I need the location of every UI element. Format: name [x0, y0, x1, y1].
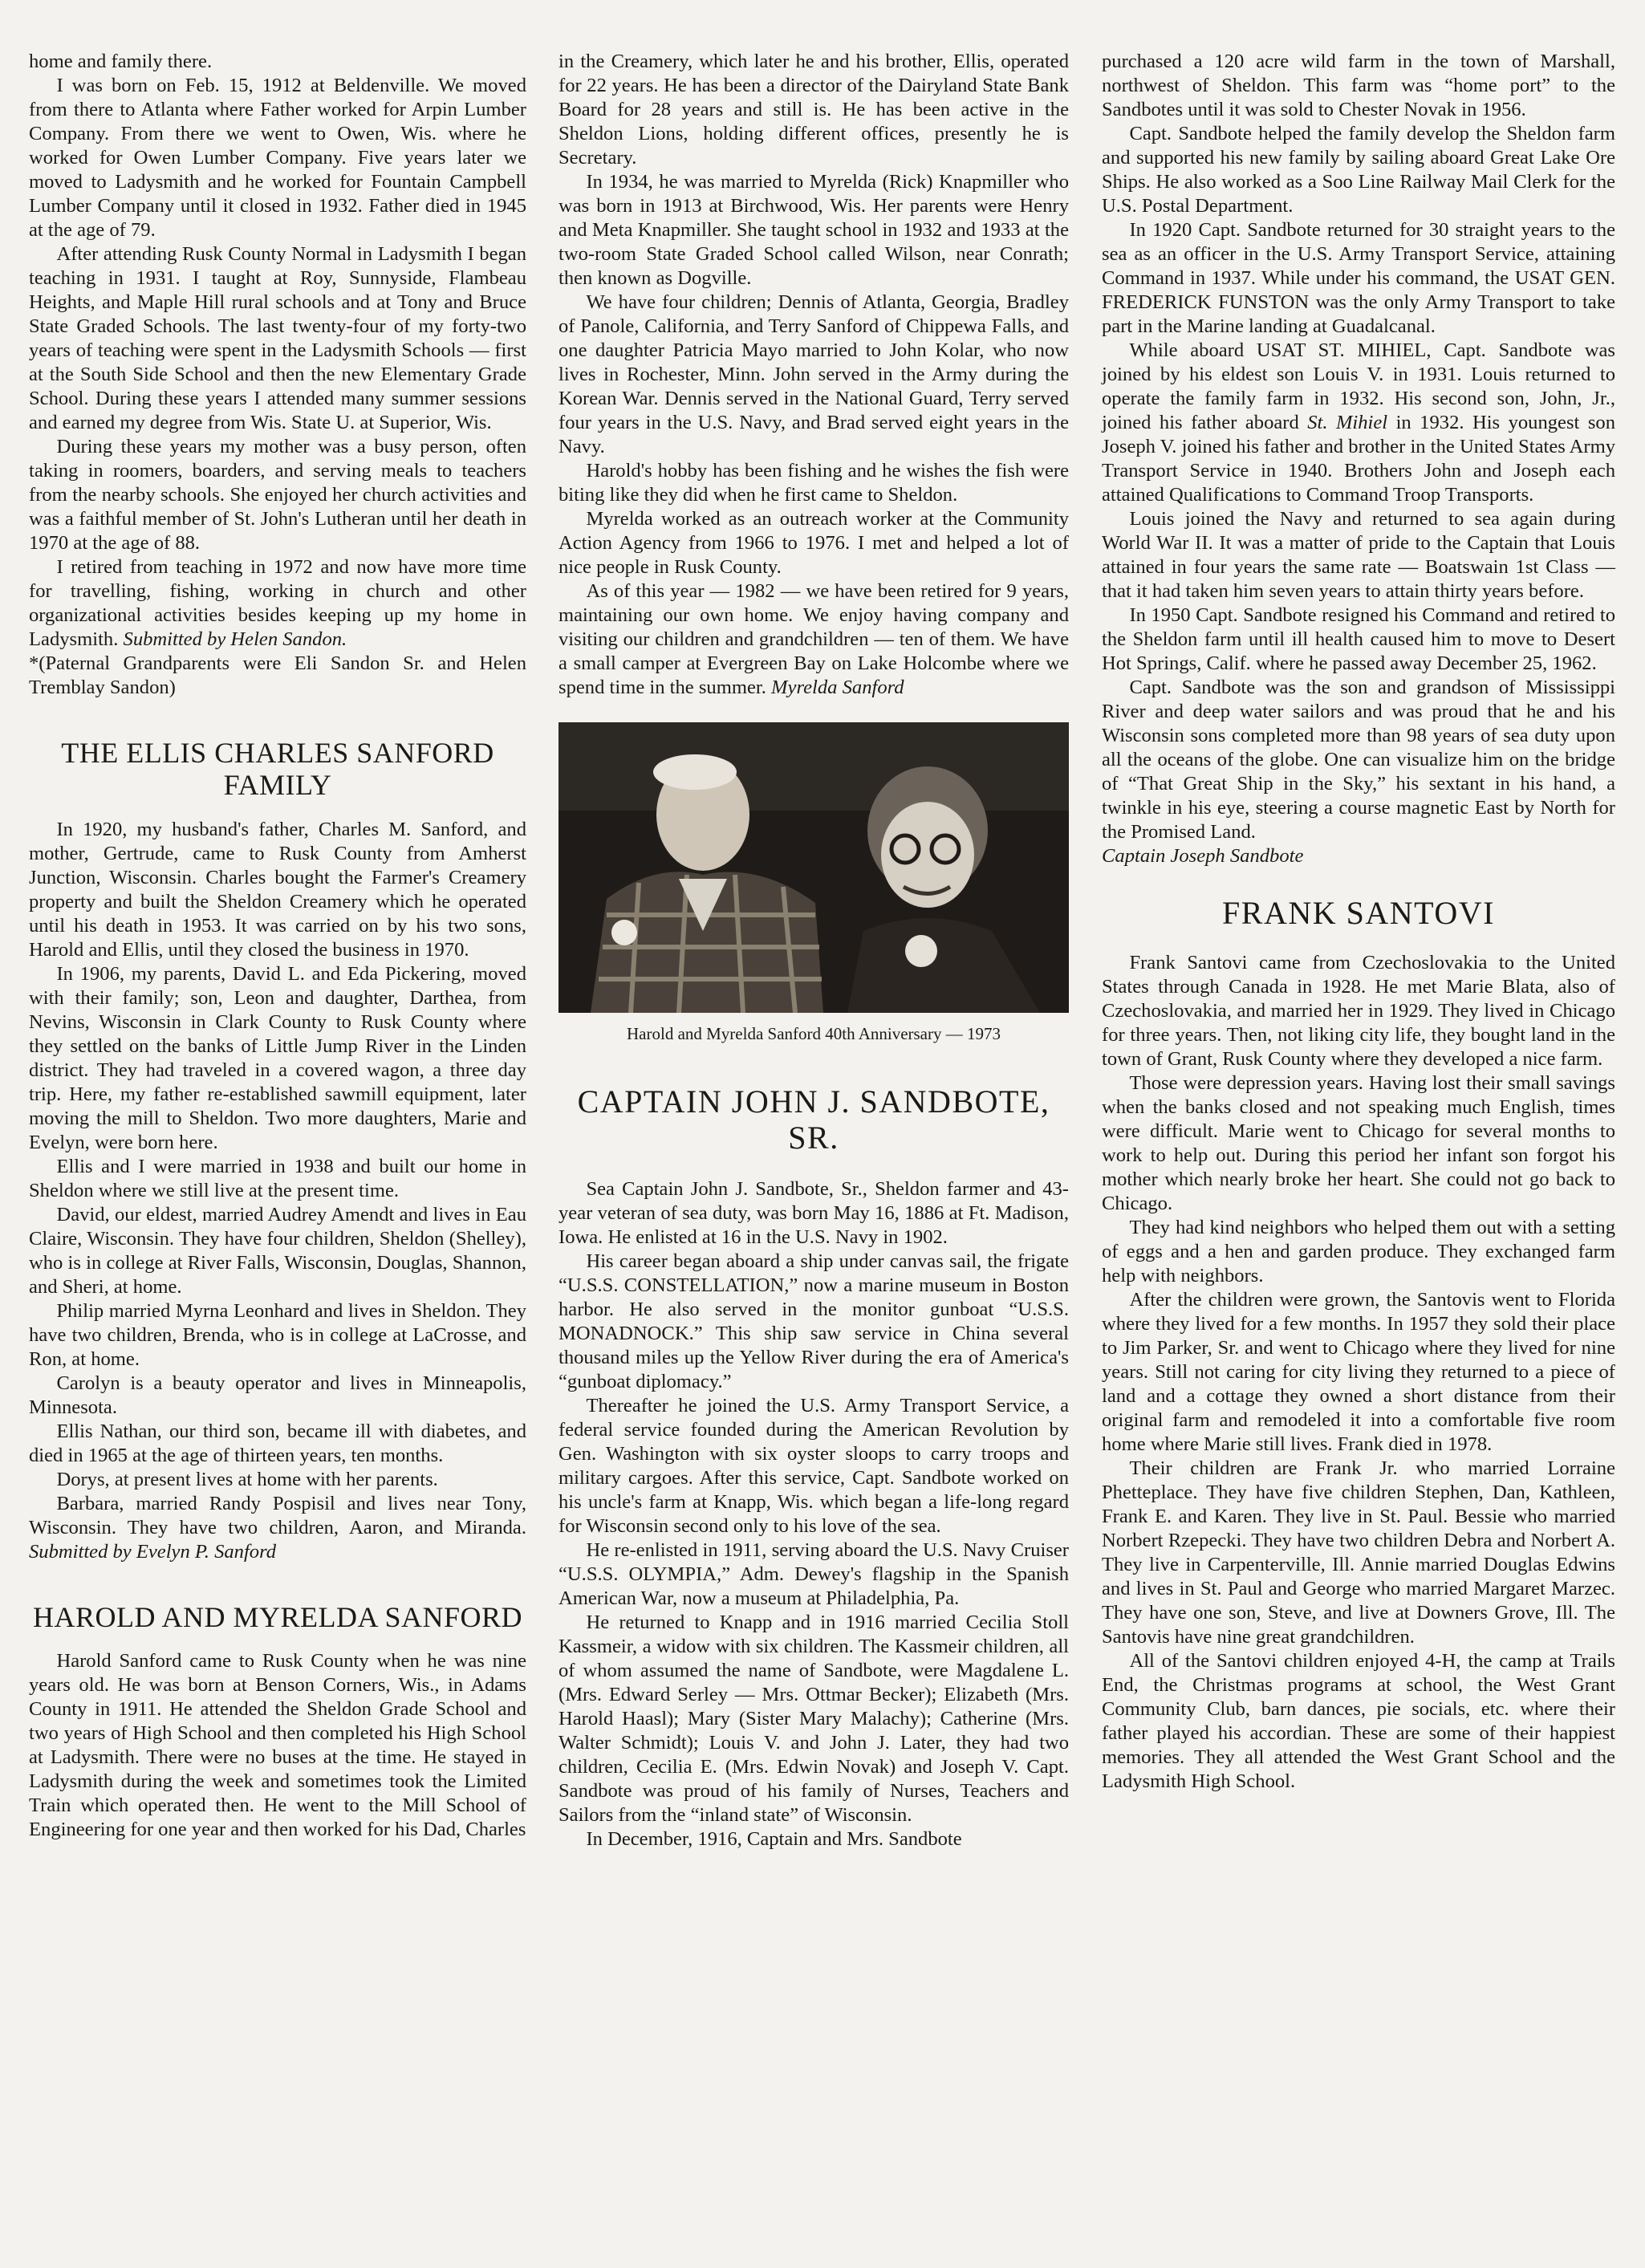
paragraph: During these years my mother was a busy person, often taking in roomers, boarders, and serving meals to teachers from the nearby schools. She enjoyed her church activities and was a faithful member of St. John's Lutheran until her death in 1970 at the age of 88. — [29, 436, 526, 554]
paragraph: Philip married Myrna Leonhard and lives in Sheldon. They have two children, Brenda, who is in college at LaCrosse, and Ron, at home. — [29, 1299, 526, 1370]
paragraph: in the Creamery, which later he and his brother, Ellis, operated for 22 years. He has been a director of the Dairyland State Bank Board for 28 years and still is. He has been active in the Sheldon Lions, holding different offices, presently he is Secretary. — [558, 51, 1069, 169]
paragraph: Dorys, at present lives at home with her parents. — [56, 1468, 438, 1490]
footnote: *(Paternal Grandparents were Eli Sandon Sr. and Helen Tremblay Sandon) — [29, 652, 526, 698]
paragraph: In December, 1916, Captain and Mrs. Sandbote — [586, 1827, 962, 1850]
signature: Captain Joseph Sandbote — [1102, 845, 1304, 867]
paragraph: He re-enlisted in 1911, serving aboard the U.S. Navy Cruiser “U.S.S. OLYMPIA,” Adm. Dewey's flagship in the Spanish American War, now a museum at Philadelphia, Pa. — [558, 1538, 1069, 1609]
paragraph-text: in 1932. His youngest son Joseph V. joined his father and brother in the United States Army Transport Service in 1940. Brothers John and Joseph each attained Qualifications to Command Troop Transports. — [1102, 412, 1615, 506]
paragraph — [558, 579, 1069, 700]
paragraph: We have four children; Dennis of Atlanta, Georgia, Bradley of Panole, California, and Terry Sanford of Chippewa Falls, and one daughter Patricia Mayo married to John Kolar, who now lives in Rochester, Minn. John served in the Army during the Korean War. Dennis served in the National Guard, Terry served four years in the U.S. Navy, and Brad served eight years in the Navy. — [558, 291, 1069, 457]
column-2 — [558, 50, 1069, 1851]
ship-name: St. Mihiel — [1307, 412, 1388, 433]
paragraph: In 1906, my parents, David L. and Eda Pickering, moved with their family; son, Leon and daughter, Darthea, from Nevins, Wisconsin in Clark County to Rusk County where they settled on the banks of Little Jump River in the Linden district. They had traveled in a covered wagon, a three day trip. Here, my father re-established sawmill equipment, later moving the mill to Sheldon. Two more daughters, Marie and Evelyn, were born here. — [29, 962, 526, 1153]
paragraph — [29, 1492, 526, 1564]
paragraph: They had kind neighbors who helped them out with a setting of eggs and a hen and garden produce. They exchanged farm help with neighbors. — [1102, 1216, 1615, 1286]
signature: Submitted by Helen Sandon. — [123, 628, 347, 650]
section-heading-ellis-sanford: THE ELLIS CHARLES SANFORD FAMILY — [61, 737, 494, 802]
section-heading-captain-sandbote: CAPTAIN JOHN J. SANDBOTE, SR. — [577, 1083, 1050, 1156]
paragraph: Thereafter he joined the U.S. Army Transport Service, a federal service founded during the American Revolution by Gen. Washington with six oyster sloops to carry troops and military cargoes. After this service, Capt. Sandbote worked on his uncle's farm at Knapp, Wis. which began a life-long regard for Wisconsin second only to his love of the sea. — [558, 1394, 1069, 1537]
paragraph — [29, 555, 526, 652]
paragraph: Harold's hobby has been fishing and he wishes the fish were biting like they did when he first came to Sheldon. — [558, 460, 1069, 506]
signature: Myrelda Sanford — [771, 677, 904, 698]
paragraph: home and family there. — [29, 51, 213, 72]
photo-caption: Harold and Myrelda Sanford 40th Anniversary — 1973 — [627, 1024, 1001, 1043]
paragraph: I was born on Feb. 15, 1912 at Beldenville. We moved from there to Atlanta where Father worked for Arpin Lumber Company. From there we went to Owen, Wis. where he worked for Owen Lumber Company. Five years later we moved to Ladysmith and he worked for Fountain Campbell Lumber Company until it closed in 1932. Father died in 1945 at the age of 79. — [29, 75, 526, 241]
paragraph: In 1950 Capt. Sandbote resigned his Command and retired to the Sheldon farm until ill health caused him to move to Desert Hot Springs, Calif. where he passed away December 25, 1962. — [1102, 604, 1615, 674]
paragraph: Capt. Sandbote was the son and grandson of Mississippi River and deep water sailors and was proud that he and his Wisconsin sons completed more than 98 years of sea duty upon all the oceans of the globe. One can visualize him on the bridge of “That Great Ship in the Sky,” his sextant in his hand, a twinkle in his eye, steering a course magnetic East by North for the Promised Land. — [1102, 677, 1615, 843]
paragraph: Ellis Nathan, our third son, became ill with diabetes, and died in 1965 at the age of thirteen years, ten months. — [29, 1420, 526, 1466]
paragraph — [1102, 339, 1615, 507]
paragraph: Carolyn is a beauty operator and lives in Minneapolis, Minnesota. — [29, 1372, 526, 1418]
paragraph: In 1934, he was married to Myrelda (Rick) Knapmiller who was born in 1913 at Birchwood, Wis. Her parents were Henry and Meta Knapmiller. She taught school in 1932 and 1933 at the two-room State Graded School called Wilson, near Conrath; then known as Dogville. — [558, 171, 1069, 289]
paragraph: Those were depression years. Having lost their small savings when the banks closed and not speaking much English, times were difficult. Marie went to Chicago for several months to work to help out. During this period her infant son forgot his mother which nearly broke her heart. She could not go back to Chicago. — [1102, 1071, 1615, 1214]
paragraph: After the children were grown, the Santovis went to Florida where they lived for a few months. In 1957 they sold their place to Jim Parker, Sr. and went to Chicago where they lived for nine years. Still not caring for city living they returned to a piece of land and a cottage they owned a short distance from their original farm and remodeled it into a comfortable five room home where Marie still lives. Frank died in 1978. — [1102, 1288, 1615, 1455]
paragraph: Louis joined the Navy and returned to sea again during World War II. It was a matter of pride to the Captain that Louis attained in four years the same rate — Boatswain 1st Class — that it had taken him seven years to attain thirty years before. — [1102, 508, 1615, 602]
signature-line — [1102, 844, 1615, 868]
paragraph: After attending Rusk County Normal in Ladysmith I began teaching in 1931. I taught at Roy, Sunnyside, Flambeau Heights, and Maple Hill rural schools and at Tony and Bruce State Graded Schools. The last twenty-four of my forty-two years of teaching were spent in the Ladysmith Schools — first at the South Side School and then the new Elementary Grade School. During these years I attended many summer sessions and earned my degree from Wis. State U. at Superior, Wis. — [29, 243, 526, 433]
paragraph: Ellis and I were married in 1938 and built our home in Sheldon where we still live at the present time. — [29, 1155, 526, 1201]
signature: Submitted by Evelyn P. Sanford — [29, 1540, 277, 1563]
paragraph: Frank Santovi came from Czechoslovakia to the United States through Canada in 1928. He met Marie Blata, also of Czechoslovakia, and married her in 1929. They lived in Chicago for three years. Then, not liking city life, they bought land in the town of Grant, Rusk County where they developed a nice farm. — [1102, 951, 1615, 1070]
paragraph-text: While aboard USAT ST. MIHIEL, Capt. Sandbote was joined by his eldest son Louis V. in 1931. Louis returned to operate the family farm in 1932. His second son, John, Jr., joined his father aboard — [1102, 339, 1615, 433]
paragraph: In 1920 Capt. Sandbote returned for 30 straight years to the sea as an officer in the U.S. Army Transport Service, attaining Command in 1937. While under his command, the USAT GEN. FREDERICK FUNSTON was the only Army Transport to take part in the Marine landing at Guadalcanal. — [1102, 219, 1615, 337]
paragraph: Their children are Frank Jr. who married Lorraine Phetteplace. They have five children Stephen, Dan, Kathleen, Frank E. and Karen. They live in St. Paul. Bessie who married Norbert Rzepecki. They have two children Debra and Norbert A. They live in Carpenterville, Ill. Annie married Douglas Edwins and lives in St. Paul and George who married Margaret Marzec. They have one son, Steve, and live at Downers Grove, Ill. The Santovis have nine great grandchildren. — [1102, 1457, 1615, 1648]
paragraph-text: Barbara, married Randy Pospisil and lives near Tony, Wisconsin. They have two children, Aaron, and Miranda. — [29, 1492, 526, 1538]
paragraph: Harold Sanford came to Rusk County when he was nine years old. He was born at Benson Corners, Wis., in Adams County in 1911. He attended the Sheldon Grade School and two years of High School and then completed his High School at Ladysmith. There were no buses at the time. He stayed in Ladysmith during the week and sometimes took the Limited Train which operated then. He went to the Mill School of Engineering for one year and then worked for his Dad, Charles — [29, 1649, 526, 1840]
paragraph: All of the Santovi children enjoyed 4-H, the camp at Trails End, the Christmas programs at school, the West Grant Community Club, barn dances, pie socials, etc. where their father played his accordian. These are some of their happiest memories. They all attended the West Grant School and the Ladysmith High School. — [1102, 1649, 1615, 1792]
section-heading-frank-santovi: FRANK SANTOVI — [1222, 895, 1495, 931]
paragraph: David, our eldest, married Audrey Amendt and lives in Eau Claire, Wisconsin. They have four children, Sheldon (Shelley), who is in college at River Falls, Wisconsin, Douglas, Shannon, and Sheri, at home. — [29, 1203, 526, 1298]
anniversary-photo — [558, 722, 1069, 1013]
paragraph: In 1920, my husband's father, Charles M. Sanford, and mother, Gertrude, came to Rusk County from Amherst Junction, Wisconsin. Charles bought the Farmer's Creamery property and built the Sheldon Creamery which he operated until his death in 1953. It was carried on by his two sons, Harold and Ellis, until they closed the business in 1970. — [29, 818, 526, 961]
paragraph: purchased a 120 acre wild farm in the town of Marshall, northwest of Sheldon. This farm was “home port” to the Sandbotes until it was sold to Chester Novak in 1956. — [1102, 51, 1615, 120]
column-3 — [1102, 50, 1615, 1794]
paragraph: Capt. Sandbote helped the family develop the Sheldon farm and supported his new family by sailing aboard Great Lake Ore Ships. He also worked as a Soo Line Railway Mail Clerk for the U.S. Postal Department. — [1102, 123, 1615, 217]
photo-illustration — [558, 722, 1069, 1013]
column-1 — [29, 50, 526, 1842]
paragraph: His career began aboard a ship under canvas sail, the frigate “U.S.S. CONSTELLATION,” now a marine museum in Boston harbor. He also served in the monitor gunboat “U.S.S. MONADNOCK.” This ship saw service in China several thousand miles up the Yellow River during the era of America's “gunboat diplomacy.” — [558, 1250, 1069, 1392]
section-heading-harold-myrelda: HAROLD AND MYRELDA SANFORD — [32, 1600, 523, 1633]
paragraph: Sea Captain John J. Sandbote, Sr., Sheldon farmer and 43-year veteran of sea duty, was born May 16, 1886 at Ft. Madison, Iowa. He enlisted at 16 in the U.S. Navy in 1902. — [558, 1177, 1069, 1248]
paragraph: He returned to Knapp and in 1916 married Cecilia Stoll Kassmeir, a widow with six children. The Kassmeir children, all of whom assumed the name of Sandbote, were Magdalene L. (Mrs. Edward Serley — Mrs. Ottmar Becker); Elizabeth (Mrs. Harold Haasl); Mary (Sister Mary Malachy); Catherine (Mrs. Walter Schmidt); Louis V. and John J. Later, they had two children, Cecilia E. (Mrs. Edwin Novak) and Joseph V. Capt. Sandbote was proud of his family of Nurses, Teachers and Sailors from the “inland state” of Wisconsin. — [558, 1611, 1069, 1826]
paragraph-text: As of this year — 1982 — we have been retired for 9 years, maintaining our own home. We enjoy having company and visiting our children and grandchildren — ten of them. We have a small camper at Evergreen Bay on Lake Holcombe where we spend time in the summer. — [558, 580, 1069, 698]
paragraph: Myrelda worked as an outreach worker at the Community Action Agency from 1966 to 1976. I met and helped a lot of nice people in Rusk County. — [558, 508, 1069, 578]
paragraph-text: I retired from teaching in 1972 and now have more time for travelling, fishing, working in church and other organizational activities besides keeping up my home in Ladysmith. — [29, 556, 526, 650]
